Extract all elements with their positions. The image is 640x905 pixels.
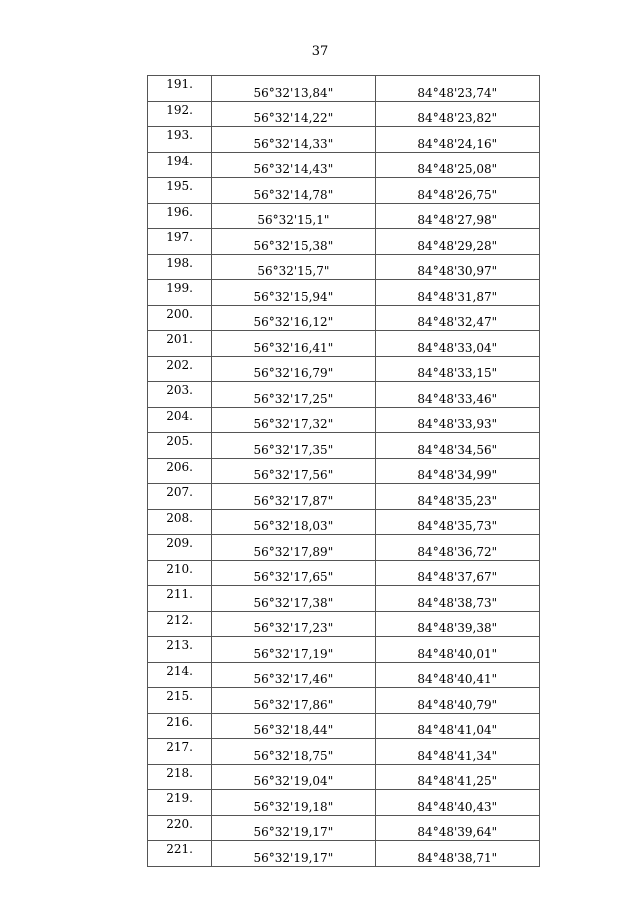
longitude-cell: 84°48'41,04" [375,713,539,739]
point-number-cell: 193. [148,127,212,153]
coordinates-table [147,75,540,867]
table-row [148,484,540,510]
latitude-cell: 56°32'14,43" [212,152,375,178]
latitude-cell: 56°32'17,35" [212,433,375,459]
point-number-cell: 209. [148,535,212,561]
latitude-cell: 56°32'17,56" [212,458,375,484]
point-number-cell: 206. [148,458,212,484]
point-number-cell: 201. [148,331,212,357]
latitude-cell: 56°32'16,41" [212,331,375,357]
table-row [148,203,540,229]
longitude-cell: 84°48'30,97" [375,254,539,280]
longitude-cell: 84°48'25,08" [375,152,539,178]
latitude-cell: 56°32'17,89" [212,535,375,561]
longitude-cell: 84°48'34,99" [375,458,539,484]
longitude-cell: 84°48'33,04" [375,331,539,357]
longitude-cell: 84°48'34,56" [375,433,539,459]
latitude-cell: 56°32'17,38" [212,586,375,612]
point-number-cell: 203. [148,382,212,408]
point-number-cell: 194. [148,152,212,178]
point-number-cell: 199. [148,280,212,306]
latitude-cell: 56°32'17,65" [212,560,375,586]
point-number-cell: 200. [148,305,212,331]
latitude-cell: 56°32'18,75" [212,739,375,765]
point-number-cell: 214. [148,662,212,688]
latitude-cell: 56°32'14,78" [212,178,375,204]
longitude-cell: 84°48'40,43" [375,790,539,816]
point-number-cell: 216. [148,713,212,739]
latitude-cell: 56°32'15,94" [212,280,375,306]
point-number-cell: 218. [148,764,212,790]
point-number-cell: 215. [148,688,212,714]
latitude-cell: 56°32'17,25" [212,382,375,408]
table-row [148,662,540,688]
point-number-cell: 213. [148,637,212,663]
table-row [148,535,540,561]
latitude-cell: 56°32'17,46" [212,662,375,688]
longitude-cell: 84°48'40,01" [375,637,539,663]
longitude-cell: 84°48'23,82" [375,101,539,127]
longitude-cell: 84°48'38,73" [375,586,539,612]
latitude-cell: 56°32'19,04" [212,764,375,790]
latitude-cell: 56°32'17,86" [212,688,375,714]
table-row [148,127,540,153]
latitude-cell: 56°32'17,23" [212,611,375,637]
point-number-cell: 207. [148,484,212,510]
longitude-cell: 84°48'35,23" [375,484,539,510]
table-row [148,560,540,586]
latitude-cell: 56°32'17,19" [212,637,375,663]
longitude-cell: 84°48'40,79" [375,688,539,714]
latitude-cell: 56°32'19,17" [212,841,375,867]
table-row [148,356,540,382]
table-row [148,407,540,433]
latitude-cell: 56°32'17,87" [212,484,375,510]
longitude-cell: 84°48'38,71" [375,841,539,867]
longitude-cell: 84°48'24,16" [375,127,539,153]
longitude-cell: 84°48'35,73" [375,509,539,535]
table-row [148,586,540,612]
table-row [148,764,540,790]
longitude-cell: 84°48'27,98" [375,203,539,229]
table-row [148,101,540,127]
table-row [148,739,540,765]
point-number-cell: 217. [148,739,212,765]
longitude-cell: 84°48'41,25" [375,764,539,790]
table-row [148,458,540,484]
table-row [148,611,540,637]
point-number-cell: 208. [148,509,212,535]
table-row [148,305,540,331]
table-row [148,509,540,535]
table-row [148,280,540,306]
table-row [148,815,540,841]
point-number-cell: 205. [148,433,212,459]
longitude-cell: 84°48'23,74" [375,76,539,102]
table-row [148,637,540,663]
point-number-cell: 220. [148,815,212,841]
point-number-cell: 195. [148,178,212,204]
latitude-cell: 56°32'19,18" [212,790,375,816]
table-row [148,229,540,255]
longitude-cell: 84°48'33,93" [375,407,539,433]
table-row [148,76,540,102]
table-row [148,331,540,357]
table-row [148,688,540,714]
longitude-cell: 84°48'33,15" [375,356,539,382]
longitude-cell: 84°48'31,87" [375,280,539,306]
latitude-cell: 56°32'18,44" [212,713,375,739]
longitude-cell: 84°48'32,47" [375,305,539,331]
point-number-cell: 191. [148,76,212,102]
table-row [148,841,540,867]
table-row [148,713,540,739]
longitude-cell: 84°48'26,75" [375,178,539,204]
longitude-cell: 84°48'40,41" [375,662,539,688]
latitude-cell: 56°32'16,79" [212,356,375,382]
point-number-cell: 212. [148,611,212,637]
latitude-cell: 56°32'15,7" [212,254,375,280]
latitude-cell: 56°32'19,17" [212,815,375,841]
point-number-cell: 198. [148,254,212,280]
point-number-cell: 192. [148,101,212,127]
longitude-cell: 84°48'29,28" [375,229,539,255]
latitude-cell: 56°32'15,1" [212,203,375,229]
point-number-cell: 221. [148,841,212,867]
longitude-cell: 84°48'33,46" [375,382,539,408]
table-row [148,178,540,204]
coordinates-table-body [148,76,540,867]
latitude-cell: 56°32'16,12" [212,305,375,331]
latitude-cell: 56°32'18,03" [212,509,375,535]
latitude-cell: 56°32'14,22" [212,101,375,127]
point-number-cell: 211. [148,586,212,612]
point-number-cell: 196. [148,203,212,229]
point-number-cell: 202. [148,356,212,382]
latitude-cell: 56°32'14,33" [212,127,375,153]
longitude-cell: 84°48'41,34" [375,739,539,765]
point-number-cell: 197. [148,229,212,255]
table-row [148,790,540,816]
latitude-cell: 56°32'17,32" [212,407,375,433]
point-number-cell: 219. [148,790,212,816]
longitude-cell: 84°48'36,72" [375,535,539,561]
latitude-cell: 56°32'15,38" [212,229,375,255]
longitude-cell: 84°48'39,64" [375,815,539,841]
table-row [148,152,540,178]
table-row [148,254,540,280]
latitude-cell: 56°32'13,84" [212,76,375,102]
point-number-cell: 204. [148,407,212,433]
longitude-cell: 84°48'37,67" [375,560,539,586]
table-row [148,382,540,408]
table-row [148,433,540,459]
point-number-cell: 210. [148,560,212,586]
page-number: 37 [311,44,329,59]
longitude-cell: 84°48'39,38" [375,611,539,637]
